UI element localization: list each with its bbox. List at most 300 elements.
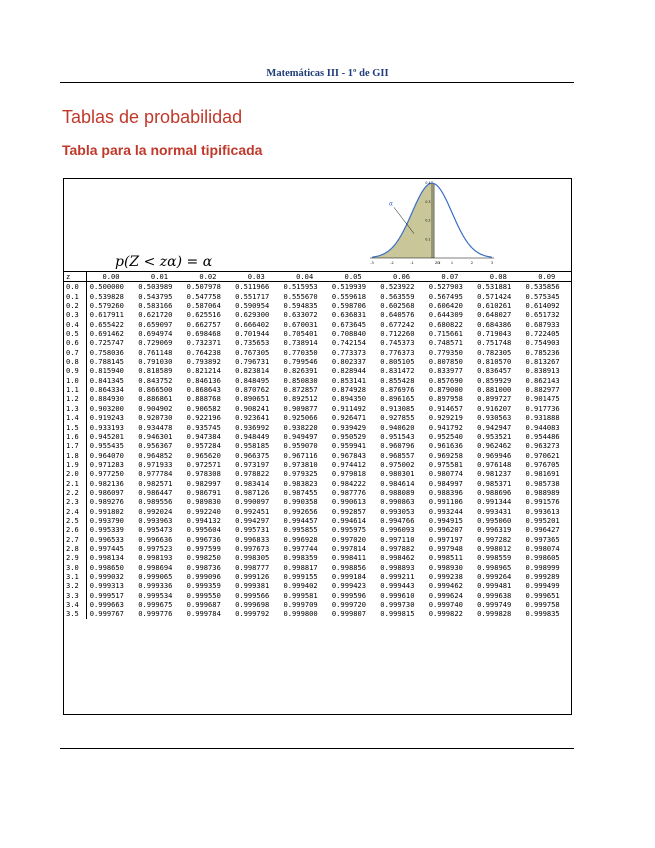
probability-cell: 0.998134 [89,553,124,563]
probability-cell: 0.998965 [477,562,512,572]
probability-cell: 0.648027 [477,310,512,320]
z-value-cell: 0.2 [63,301,86,310]
table-row [63,413,571,422]
probability-cell: 0.677242 [380,319,415,329]
probability-cell: 0.958185 [235,441,270,451]
table-row [63,329,571,338]
column-header: 0.08 [474,272,522,282]
probability-cell: 0.818589 [138,366,173,376]
probability-cell: 0.959941 [331,441,367,451]
probability-cell: 0.583166 [138,301,173,311]
probability-cell: 0.998856 [331,562,367,572]
probability-cell: 0.986097 [89,487,124,497]
probability-cell: 0.892512 [283,394,318,404]
probability-cell: 0.996207 [428,525,463,535]
probability-cell: 0.998999 [525,562,560,572]
probability-cell: 0.868643 [186,385,221,395]
probability-cell: 0.999792 [235,609,270,619]
footer-rule [60,748,574,749]
probability-cell: 0.989276 [89,497,124,507]
column-header: 0.03 [232,272,280,282]
probability-cell: 0.999126 [235,572,270,581]
probability-cell: 0.884930 [89,394,124,404]
probability-cell: 0.810570 [477,357,512,367]
probability-cell: 0.636831 [331,310,367,320]
probability-cell: 0.988696 [477,487,512,497]
probability-cell: 0.543795 [138,291,173,301]
z-value-cell: 0.8 [63,357,86,366]
probability-cell: 0.936992 [235,422,270,432]
probability-cell: 0.967843 [331,450,367,460]
probability-cell: 0.998250 [186,553,221,563]
probability-cell: 0.999663 [89,600,124,610]
probability-cell: 0.990358 [283,497,318,507]
probability-cell: 0.853141 [331,375,367,385]
probability-cell: 0.745373 [380,338,415,348]
probability-cell: 0.531881 [477,282,512,292]
probability-cell: 0.742154 [331,338,367,348]
probability-cell: 0.997445 [89,543,124,553]
z-value-cell: 2.7 [63,535,86,544]
column-header: 0.02 [184,272,232,282]
probability-cell: 0.999481 [477,581,512,591]
probability-cell: 0.988089 [380,487,415,497]
probability-cell: 0.903200 [89,403,124,413]
probability-cell: 0.999749 [477,600,512,610]
probability-cell: 0.547758 [186,291,221,301]
probability-cell: 0.598706 [331,301,367,311]
probability-cell: 0.975581 [428,459,463,469]
table-row [63,320,571,329]
probability-cell: 0.732371 [186,338,221,348]
table-row [63,423,571,432]
probability-cell: 0.764238 [186,347,221,357]
z-value-cell: 3.4 [63,600,86,609]
probability-cell: 0.942947 [477,422,512,432]
probability-cell: 0.917736 [525,403,560,413]
probability-cell: 0.982136 [89,478,124,488]
table-row [63,600,571,609]
probability-cell: 0.986447 [138,487,173,497]
x-tick-label: -3 [370,261,374,265]
probability-cell: 0.920730 [138,413,173,423]
probability-cell: 0.805105 [380,357,415,367]
probability-cell: 0.999596 [331,590,367,600]
table-row [63,488,571,497]
probability-cell: 0.719043 [477,329,512,339]
probability-cell: 0.999423 [331,581,367,591]
probability-cell: 0.994614 [331,515,367,525]
probability-cell: 0.594835 [283,301,318,311]
probability-cell: 0.866500 [138,385,173,395]
probability-cell: 0.967116 [283,450,318,460]
probability-cell: 0.996736 [186,534,221,544]
probability-cell: 0.991106 [428,497,463,507]
probability-cell: 0.923641 [235,413,270,423]
probability-cell: 0.926471 [331,413,367,423]
probability-cell: 0.999313 [89,581,124,591]
probability-cell: 0.919243 [89,413,124,423]
probability-cell: 0.507978 [186,282,221,292]
z-value-cell: 0.9 [63,366,86,375]
probability-cell: 0.973810 [283,459,318,469]
probability-cell: 0.993963 [138,515,173,525]
probability-cell: 0.890651 [235,394,270,404]
probability-cell: 0.916207 [477,403,512,413]
probability-cell: 0.698468 [186,329,221,339]
probability-cell: 0.964852 [138,450,173,460]
table-row [63,497,571,506]
probability-cell: 0.925066 [283,413,318,423]
probability-cell: 0.999784 [186,609,221,619]
probability-cell: 0.788145 [89,357,124,367]
probability-cell: 0.974412 [331,459,367,469]
z-value-cell: 2.8 [63,544,86,553]
probability-cell: 0.694974 [138,329,173,339]
probability-cell: 0.999336 [138,581,173,591]
probability-cell: 0.833977 [428,366,463,376]
probability-cell: 0.640576 [380,310,415,320]
probability-cell: 0.964070 [89,450,124,460]
probability-cell: 0.969258 [428,450,463,460]
probability-cell: 0.972571 [186,459,221,469]
z-value-cell: 2.2 [63,488,86,497]
probability-cell: 0.991802 [89,506,124,516]
probability-cell: 0.980301 [380,469,415,479]
probability-cell: 0.799546 [283,357,318,367]
probability-cell: 0.993431 [477,506,512,516]
probability-cell: 0.708840 [331,329,367,339]
probability-cell: 0.988396 [428,487,463,497]
probability-cell: 0.962462 [477,441,512,451]
probability-cell: 0.563559 [380,291,415,301]
probability-cell: 0.941792 [428,422,463,432]
probability-cell: 0.857690 [428,375,463,385]
probability-cell: 0.997020 [331,534,367,544]
probability-cell: 0.933193 [89,422,124,432]
probability-cell: 0.826391 [283,366,318,376]
probability-cell: 0.998650 [89,562,124,572]
x-tick-label: -1 [410,261,414,265]
probability-cell: 0.965620 [186,450,221,460]
probability-cell: 0.995604 [186,525,221,535]
probability-cell: 0.606420 [428,301,463,311]
probability-cell: 0.500000 [89,282,124,292]
probability-cell: 0.870762 [235,385,270,395]
probability-cell: 0.901475 [525,394,560,404]
x-tick-label: 1 [450,261,454,265]
probability-cell: 0.999687 [186,600,221,610]
z-value-cell: 3.1 [63,572,86,581]
table-row [63,441,571,450]
probability-cell: 0.985371 [477,478,512,488]
probability-cell: 0.997282 [477,534,512,544]
column-header-z: z [63,272,86,282]
z-value-cell: 1.3 [63,404,86,413]
probability-cell: 0.850830 [283,375,318,385]
probability-cell: 0.977784 [138,469,173,479]
table-row [63,591,571,600]
probability-cell: 0.981691 [525,469,560,479]
probability-cell: 0.995975 [331,525,367,535]
table-row [63,292,571,301]
probability-cell: 0.888768 [186,394,221,404]
probability-cell: 0.735653 [235,338,270,348]
probability-cell: 0.909877 [283,403,318,413]
x-tick-label: 2 [470,261,474,265]
probability-cell: 0.999815 [380,609,415,619]
probability-cell: 0.904902 [138,403,173,413]
probability-cell: 0.999807 [331,609,367,619]
probability-cell: 0.751748 [477,338,512,348]
z-value-cell: 3.3 [63,591,86,600]
probability-cell: 0.996636 [138,534,173,544]
probability-cell: 0.997948 [428,543,463,553]
probability-cell: 0.999264 [477,572,512,581]
probability-cell: 0.995855 [283,525,318,535]
probability-cell: 0.982997 [186,478,221,488]
probability-cell: 0.998817 [283,562,318,572]
probability-cell: 0.997744 [283,543,318,553]
probability-cell: 0.990097 [235,497,270,507]
probability-cell: 0.997814 [331,543,367,553]
probability-cell: 0.782305 [477,347,512,357]
z-value-cell: 2.0 [63,469,86,478]
section-subtitle: Tabla para la normal tipificada [62,142,263,158]
probability-cell: 0.995731 [235,525,270,535]
probability-cell: 0.999289 [525,572,560,581]
probability-cell: 0.938220 [283,422,318,432]
probability-cell: 0.894350 [331,394,367,404]
table-row [63,394,571,403]
probability-cell: 0.994766 [380,515,415,525]
probability-cell: 0.841345 [89,375,124,385]
probability-cell: 0.995060 [477,515,512,525]
probability-cell: 0.655422 [89,319,124,329]
probability-cell: 0.602568 [380,301,415,311]
z-value-cell: 0.4 [63,320,86,329]
probability-cell: 0.930563 [477,413,512,423]
probability-cell: 0.999184 [331,572,367,581]
probability-cell: 0.999381 [235,581,270,591]
probability-cell: 0.969946 [477,450,512,460]
column-header: 0.00 [86,272,135,282]
probability-cell: 0.997673 [235,543,270,553]
probability-cell: 0.984222 [331,478,367,488]
z-value-cell: 1.7 [63,441,86,450]
probability-cell: 0.996319 [477,525,512,535]
probability-cell: 0.999238 [428,572,463,581]
probability-cell: 0.999730 [380,600,415,610]
probability-cell: 0.987455 [283,487,318,497]
probability-cell: 0.813267 [525,357,560,367]
probability-cell: 0.999675 [138,600,173,610]
probability-cell: 0.687933 [525,319,560,329]
probability-cell: 0.815940 [89,366,124,376]
probability-cell: 0.848495 [235,375,270,385]
probability-cell: 0.535856 [525,282,560,292]
table-row [63,563,571,572]
z-value-cell: 2.4 [63,507,86,516]
x-tick-label: -2 [390,261,394,265]
z-alpha-label: zα [435,261,441,266]
probability-cell: 0.934478 [138,422,173,432]
probability-cell: 0.879000 [428,385,463,395]
probability-cell: 0.927855 [380,413,415,423]
probability-cell: 0.515953 [283,282,318,292]
probability-cell: 0.523922 [380,282,415,292]
normal-table-block [63,178,572,728]
probability-cell: 0.785236 [525,347,560,357]
z-value-cell: 3.2 [63,581,86,590]
column-header: 0.01 [135,272,183,282]
probability-cell: 0.625516 [186,310,221,320]
probability-cell: 0.993613 [525,506,560,516]
probability-cell: 0.838913 [525,366,560,376]
z-value-cell: 1.4 [63,413,86,422]
probability-cell: 0.551717 [235,291,270,301]
probability-cell: 0.999610 [380,590,415,600]
z-value-cell: 1.8 [63,451,86,460]
probability-cell: 0.999402 [283,581,318,591]
table-row [63,282,571,292]
probability-cell: 0.984997 [428,478,463,488]
table-row [63,357,571,366]
probability-cell: 0.725747 [89,338,124,348]
probability-cell: 0.979325 [283,469,318,479]
probability-cell: 0.998462 [380,553,415,563]
probability-cell: 0.997523 [138,543,173,553]
probability-cell: 0.999359 [186,581,221,591]
probability-cell: 0.791030 [138,357,173,367]
table-row [63,451,571,460]
probability-cell: 0.999581 [283,590,318,600]
probability-cell: 0.993053 [380,506,415,516]
table-header-row [63,272,571,282]
probability-cell: 0.575345 [525,291,560,301]
probability-cell: 0.886861 [138,394,173,404]
probability-cell: 0.949497 [283,431,318,441]
z-value-cell: 2.5 [63,516,86,525]
probability-cell: 0.881000 [477,385,512,395]
probability-cell: 0.997110 [380,534,415,544]
probability-cell: 0.961636 [428,441,463,451]
probability-cell: 0.996833 [235,534,270,544]
probability-cell: 0.712260 [380,329,415,339]
probability-cell: 0.989830 [186,497,221,507]
probability-cell: 0.988989 [525,487,560,497]
probability-cell: 0.997599 [186,543,221,553]
probability-cell: 0.715661 [428,329,463,339]
probability-cell: 0.767305 [235,347,270,357]
probability-cell: 0.999698 [235,600,270,610]
probability-cell: 0.911492 [331,403,367,413]
probability-cell: 0.998359 [283,553,318,563]
probability-cell: 0.722405 [525,329,560,339]
probability-cell: 0.899727 [477,394,512,404]
probability-cell: 0.997197 [428,534,463,544]
probability-cell: 0.951543 [380,431,415,441]
probability-cell: 0.922196 [186,413,221,423]
probability-cell: 0.947384 [186,431,221,441]
probability-cell: 0.999624 [428,590,463,600]
column-header: 0.09 [523,272,571,282]
probability-cell: 0.992656 [283,506,318,516]
probability-cell: 0.950529 [331,431,367,441]
probability-cell: 0.999032 [89,572,124,581]
y-tick-label: 0.2 [425,218,431,223]
probability-cell: 0.587064 [186,301,221,311]
column-header: 0.06 [377,272,425,282]
probability-cell: 0.978308 [186,469,221,479]
table-row [63,525,571,534]
probability-cell: 0.666402 [235,319,270,329]
probability-cell: 0.874928 [331,385,367,395]
table-row [63,460,571,469]
probability-cell: 0.982571 [138,478,173,488]
probability-cell: 0.864334 [89,385,124,395]
probability-cell: 0.779350 [428,347,463,357]
table-row [63,338,571,347]
z-value-cell: 0.6 [63,338,86,347]
probability-cell: 0.999828 [477,609,512,619]
probability-cell: 0.828944 [331,366,367,376]
probability-cell: 0.990863 [380,497,415,507]
probability-cell: 0.998305 [235,553,270,563]
z-value-cell: 0.0 [63,282,86,292]
column-header: 0.07 [426,272,474,282]
z-value-cell: 2.9 [63,553,86,562]
probability-cell: 0.614092 [525,301,560,311]
probability-cell: 0.990613 [331,497,367,507]
probability-cell: 0.559618 [331,291,367,301]
probability-cell: 0.985738 [525,478,560,488]
probability-cell: 0.998193 [138,553,173,563]
probability-cell: 0.590954 [235,301,270,311]
probability-cell: 0.993244 [428,506,463,516]
probability-cell: 0.978822 [235,469,270,479]
z-value-cell: 2.1 [63,479,86,488]
probability-cell: 0.994915 [428,515,463,525]
normal-density-plot [366,178,498,268]
probability-cell: 0.995201 [525,515,560,525]
probability-cell: 0.999822 [428,609,463,619]
probability-cell: 0.940620 [380,422,415,432]
probability-cell: 0.999740 [428,600,463,610]
probability-cell: 0.971933 [138,459,173,469]
probability-cell: 0.807850 [428,357,463,367]
probability-cell: 0.999155 [283,572,318,581]
z-value-cell: 3.0 [63,563,86,572]
table-row [63,479,571,488]
table-row [63,404,571,413]
probability-cell: 0.935745 [186,422,221,432]
probability-cell: 0.999709 [283,600,318,610]
probability-cell: 0.931888 [525,413,560,423]
y-tick-label: 0.1 [425,237,431,242]
probability-cell: 0.986791 [186,487,221,497]
column-header: 0.04 [280,272,328,282]
probability-cell: 0.966375 [235,450,270,460]
probability-table [63,271,571,619]
table-body [63,282,571,619]
probability-cell: 0.999767 [89,609,124,619]
probability-cell: 0.738914 [283,338,318,348]
probability-cell: 0.914657 [428,403,463,413]
probability-cell: 0.802337 [331,357,367,367]
probability-cell: 0.963273 [525,441,560,451]
probability-cell: 0.981237 [477,469,512,479]
